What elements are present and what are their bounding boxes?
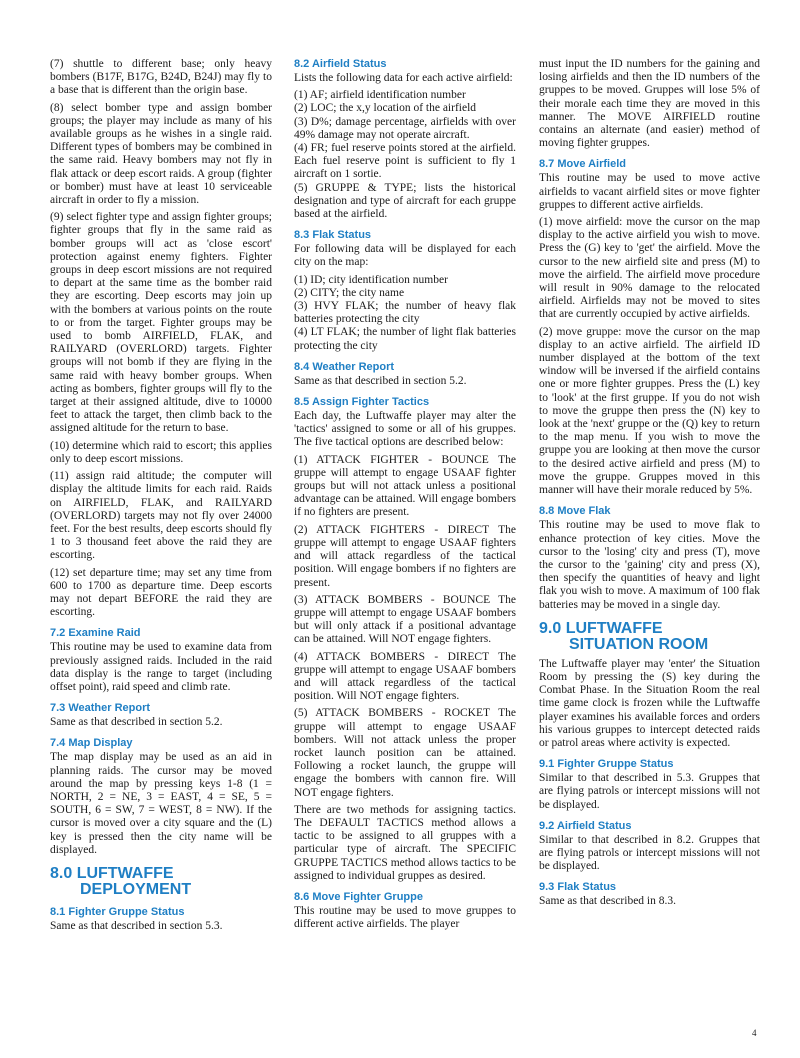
list-item-fuel-reserve: (4) FR; fuel reserve points stored at the airfield. Each fuel reserve point is sufficient to fly 1 aircraft on 1 sortie. [294,142,516,181]
list-item-af: (1) AF; airfield identification number [294,89,466,102]
paragraph-move-airfield-intro: This routine may be used to move active airfields to vacant airfield sites or move fighter gruppes to different active airfields. [539,172,760,211]
list-item-city-name: (2) CITY; the city name [294,286,405,299]
heading-9-0-luftwaffe-situation-room [539,621,760,653]
tactic-attack-bombers-rocket: (5) ATTACK BOMBERS - ROCKET The gruppe will attempt to engage USAAF bombers. Will not attack unless the proper rocket launch position can be attained. Following a rocket launch, the gruppe will engage the bombers with cannon fire. Will NOT engage fighters. [294,707,516,799]
heading-7-4-map-display: 7.4 Map Display [50,737,133,750]
column-middle [294,58,516,935]
heading-8-5-assign-fighter-tactics: 8.5 Assign Fighter Tactics [294,396,430,409]
paragraph-move-airfield-1: (1) move airfield: move the cursor on the map display to the active airfield you wish to move. Press the (G) key to 'get' the airfield. Move the cursor to the new airfield site and press (M) to move the airfield. The airfield move procedure will result in 90% damage to the relocated airfield. Airfields may not be moved to sites that are currently occupied by active airfields. [539,216,760,321]
paragraph-airfield-status-9-2: Similar to that described in 8.2. Gruppes that are flying patrols or intercept missions will not be displayed. [539,833,760,873]
heading-8-8-move-flak: 8.8 Move Flak [539,505,611,518]
heading-7-3-weather-report: 7.3 Weather Report [50,702,151,715]
tactic-attack-bombers-direct: (4) ATTACK BOMBERS - DIRECT The gruppe will attempt to engage USAAF bombers and will attack regardless of the tactical position. Will NOT engage fighters. [294,650,516,703]
tactic-attack-fighters-direct: (2) ATTACK FIGHTERS - DIRECT The gruppe will attempt to engage USAAF fighters and will attack regardless of the tactical position. Will engage bombers if no fighters are present. [294,523,516,589]
list-item-city-id: (1) ID; city identification number [294,273,448,286]
column-right [539,58,760,913]
paragraph-item-11: (11) assign raid altitude; the computer will display the altitude limits for each raid. Raids on AIRFIELD, FLAK, and RAILYARD (OVERLORD) targets may not fly over 24000 feet. For the best results, deep escorts should fly 1 to 3 thousand feet above the raid they are escorting. [50,470,272,562]
paragraph-fighter-gruppe-status-9-1: Similar to that described in 5.3. Gruppes that are flying patrols or intercept missions will not be displayed. [539,772,760,811]
heading-8-0-line1: 8.0 LUFTWAFFE [50,864,174,882]
heading-8-2-airfield-status: 8.2 Airfield Status [294,58,387,70]
heading-9-0-line2: SITUATION ROOM [569,635,709,653]
paragraph-item-8: (8) select bomber type and assign bomber groups; the player may include as many of his available groups as he wishes in a single raid. Different types of bombers may be combined in the same raid. Heavy bombers may not fly in flak attack or deep escort raids. A group (fighter or bomber) must have at least 10 serviceable aircraft in order to fly a mission. [50,101,272,207]
paragraph-weather-report-8-4: Same as that described in section 5.2. [294,374,467,387]
heading-8-0-line2: DEPLOYMENT [80,880,192,898]
paragraph-flak-status-9-3: Same as that described in 8.3. [539,895,677,908]
paragraph-weather-report: Same as that described in section 5.2. [50,716,223,729]
heading-9-1-fighter-gruppe-status: 9.1 Fighter Gruppe Status [539,758,674,771]
list-item-light-flak: (4) LT FLAK; the number of light flak batteries protecting the city [294,326,516,352]
heading-8-7-move-airfield: 8.7 Move Airfield [539,158,627,171]
tactic-attack-fighter-bounce: (1) ATTACK FIGHTER - BOUNCE The gruppe will attempt to engage USAAF fighter groups but will not attack unless a positional advantage can be attained. Will engage bombers if no fighters are present. [294,453,516,519]
paragraph-tactics-intro: Each day, the Luftwaffe player may alter the 'tactics' assigned to some or all of his gruppes. The five tactical options are described below: [294,410,516,449]
heading-7-2-examine-raid: 7.2 Examine Raid [50,627,141,640]
tactic-attack-bombers-bounce: (3) ATTACK BOMBERS - BOUNCE The gruppe will attempt to engage USAAF bombers but will only attack if a positional advantage can be attained. Will NOT engage fighters. [294,593,516,646]
list-item-heavy-flak: (3) HVY FLAK; the number of heavy flak batteries protecting the city [294,300,516,326]
paragraph-item-12: (12) set departure time; may set any time from 600 to 1700 as departure time. Deep escorts may not depart BEFORE the raid they are escorting. [50,566,272,619]
list-item-loc: (2) LOC; the x,y location of the airfield [294,102,477,115]
heading-9-0-line1: 9.0 LUFTWAFFE [539,619,663,637]
paragraph-item-7: (7) shuttle to different base; only heavy bombers (B17F, B17G, B24D, B24J) may fly to a base that is different than the origin base. [50,58,272,97]
paragraph-move-flak: This routine may be used to move flak to enhance protection of key cities. Move the cursor to the 'losing' city and press (T), move the cursor to the 'gaining' city and press (X), then specify the quantities of heavy and light flak you wish to move. A maximum of 100 flak batteries may be moved in a single day. [539,519,760,611]
paragraph-airfield-status-intro: Lists the following data for each active airfield: [294,72,513,84]
paragraph-item-10: (10) determine which raid to escort; this applies only to deep escort missions. [50,439,272,465]
paragraph-map-display: The map display may be used as an aid in planning raids. The cursor may be moved around the map by pressing keys 1-8 (1 = NORTH, 2 = NE, 3 = EAST, 4 = SE, 5 = SOUTH, 6 = SW, 7 = WEST, 8 = NW). If the cursor is moved over a city square and the (L) key is pressed then the city name will be displayed. [50,751,272,856]
list-item-damage: (3) D%; damage percentage, airfields with over 49% damage may not operate aircraft. [294,115,516,141]
column-left [50,58,272,937]
paragraph-item-9: (9) select fighter type and assign fighter groups; fighter groups that fly in the same raid as bomber groups will act as 'close escort' protection against enemy fighters. Fighter groups in deep escort missions are not required to depart at the same time as the bomber raid they are escorting. Deep escorts may join up with the bombers at various points on the route to or from the target. Fighter groups may be used to bomb AIRFIELD, FLAK, and RAILYARD (OVERLORD) targets. Fighter groups will not bomb if they are flying in the same raid with heavy bomber groups. When acting as bombers, fighter groups will fly to the target at their assigned altitude, dive to 10000 feet to attack the target, then climb back to the assigned altitude for the return to base. [50,211,272,435]
paragraph-examine-raid: This routine may be used to examine data from previously assigned raids. Included in the raid data display is the range to target (including offset point), raid speed and climb rate. [50,641,272,693]
paragraph-flak-status-intro: For following data will be displayed for each city on the map: [294,243,516,269]
heading-8-1-fighter-gruppe-status: 8.1 Fighter Gruppe Status [50,905,185,918]
paragraph-move-gruppe-2: (2) move gruppe: move the cursor on the map display to an active airfield. The airfield ID number displayed at the bottom of the text window will be inversed if the airfield contains one or more fighter gruppes. Press the (L) key to 'look' at the first gruppe. If you do not wish to move the gruppe then press the (N) key to look at the 'next' gruppe or the (Q) key to return to the map menu. If you wish to move the gruppe you are looking at then move the cursor to the desired active airfield and press (M) to move the gruppe. Gruppes moved in this manner will have their morale reduced by 5%. [539,325,760,497]
paragraph-tactics-methods: There are two methods for assigning tactics. The DEFAULT TACTICS method allows a tactic to be assigned to all gruppes with a particular type of aircraft. The SPECIFIC GRUPPE TACTICS method allows tactics to be assigned to individual gruppes as desired. [294,803,516,882]
heading-8-3-flak-status: 8.3 Flak Status [294,229,372,242]
heading-9-3-flak-status: 9.3 Flak Status [539,881,617,894]
heading-8-4-weather-report: 8.4 Weather Report [294,360,395,373]
list-item-gruppe-type: (5) GRUPPE & TYPE; lists the historical designation and type of aircraft for each gruppe based at the airfield. [294,181,516,221]
paragraph-move-fighter-gruppe: This routine may be used to move gruppes to different active airfields. The player [294,904,516,931]
paragraph-situation-room: The Luftwaffe player may 'enter' the Situation Room by pressing the (S) key during the Combat Phase. In the Situation Room the real time game clock is frozen while the Luftwaffe player examines his available forces and orders his various gruppes to intercept detected raids or patrol areas where activity is expected. [539,657,760,749]
paragraph-move-fighter-gruppe-cont: must input the ID numbers for the gaining and losing airfields and then the ID numbers of the gruppes to be moved. Gruppes will lose 5% of their morale each time they are moved in this manner. The MOVE AIRFIELD routine contains an alternate (and easier) method of moving fighter gruppes. [539,58,760,150]
page-number: 4 [752,1028,757,1038]
heading-8-6-move-fighter-gruppe: 8.6 Move Fighter Gruppe [294,890,423,903]
paragraph-fighter-gruppe-status: Same as that described in section 5.3. [50,919,223,932]
heading-8-0-luftwaffe-deployment [50,866,272,898]
heading-9-2-airfield-status: 9.2 Airfield Status [539,819,632,832]
